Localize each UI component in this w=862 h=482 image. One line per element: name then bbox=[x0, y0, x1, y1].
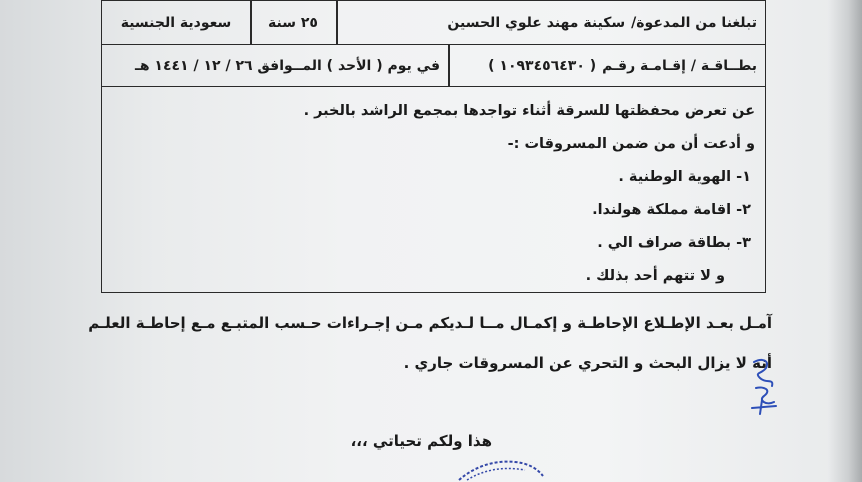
paper-edge-shadow bbox=[828, 0, 862, 482]
stolen-item: ٣- بطاقة صراف الي . bbox=[597, 235, 751, 251]
id-cell bbox=[448, 45, 765, 86]
report-body bbox=[102, 87, 765, 292]
request-paragraph-line-2: أنه لا يزال البحث و التحري عن المسروقات جاري . bbox=[403, 354, 772, 372]
body-line: و لا تتهم أحد بذلك . bbox=[585, 268, 725, 284]
id-number: ( ١٠٩٣٤٥٦٤٣٠ ) bbox=[488, 57, 597, 74]
informant-cell bbox=[336, 1, 765, 44]
request-paragraph-line-1: آمـل بعـد الإطـلاع الإحاطـة و إكمـال مــا لـديكم مـن إجـراءات حـسب المتبـع مـع إحاطـة العلـم bbox=[88, 314, 772, 332]
closing-line: هذا ولكم تحياتي ،،، bbox=[350, 432, 492, 450]
informant-name: سكينة مهند علوي الحسين bbox=[447, 14, 626, 31]
date-cell: في يوم ( الأحد ) المــوافق ٢٦ / ١٢ / ١٤٤١ هـ bbox=[135, 57, 440, 74]
stolen-item: ١- الهوية الوطنية . bbox=[618, 169, 751, 185]
header-row-2 bbox=[102, 45, 765, 87]
nationality-cell: سعودية الجنسية bbox=[120, 14, 232, 31]
handwritten-signature bbox=[746, 356, 782, 416]
id-label: بطــاقـة / إقـامـة رقـم bbox=[602, 57, 757, 74]
age-cell: ٢٥ سنة bbox=[268, 14, 318, 31]
body-line: و أدعت أن من ضمن المسروقات :- bbox=[507, 136, 755, 152]
report-table bbox=[101, 0, 766, 293]
informant-label: تبلغنا من المدعوة/ bbox=[631, 14, 757, 31]
stolen-item: ٢- اقامة مملكة هولندا. bbox=[592, 202, 751, 218]
header-row-1 bbox=[102, 1, 765, 45]
body-line: عن تعرض محفظتها للسرقة أثناء تواجدها بمجمع الراشد بالخبر . bbox=[303, 103, 755, 119]
stamp-mark bbox=[455, 458, 545, 482]
